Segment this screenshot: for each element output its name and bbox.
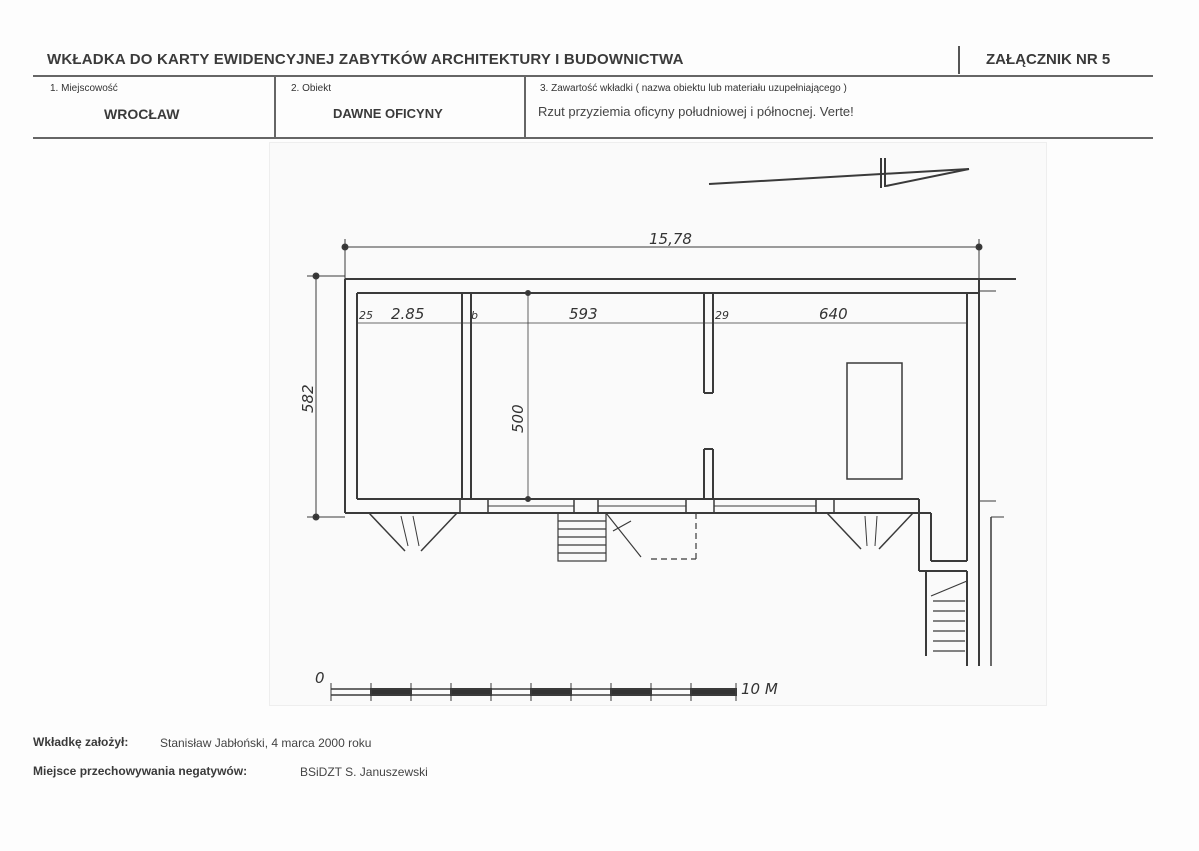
negatives-label: Miejsce przechowywania negatywów: <box>33 764 248 778</box>
front-steps-icon <box>558 513 696 561</box>
total-width-label: 15,78 <box>649 230 692 248</box>
header-row <box>33 46 1153 76</box>
table-top-line <box>33 75 1153 77</box>
object-value: DAWNE OFICYNY <box>333 106 443 121</box>
locality-label: 1. Miejscowość <box>50 83 118 94</box>
staircase-icon <box>931 581 967 651</box>
table-bottom-line <box>33 137 1153 139</box>
sheet-title: WKŁADKA DO KARTY EWIDENCYJNEJ ZABYTKÓW ARCHITEKTURY I BUDOWNICTWA <box>47 51 684 68</box>
scale-start-label: 0 <box>315 669 325 687</box>
founder-label: Wkładkę założył: <box>33 735 129 749</box>
wall-1-label: 25 <box>359 309 373 322</box>
floor-plan-svg <box>270 143 1046 705</box>
door-right-icon <box>827 513 913 549</box>
founder-value: Stanisław Jabłoński, 4 marca 2000 roku <box>160 736 372 750</box>
locality-value: WROCŁAW <box>104 106 180 122</box>
wall-2-label: b <box>471 309 478 322</box>
negatives-value: BSiDZT S. Januszewski <box>300 765 428 779</box>
north-arrow-icon <box>709 158 969 188</box>
room-2-width-label: 593 <box>569 305 598 323</box>
content-label: 3. Zawartość wkładki ( nazwa obiektu lub materiału uzupełniającego ) <box>540 83 847 94</box>
floor-plan-drawing <box>269 142 1047 706</box>
door-left-icon <box>369 513 457 551</box>
scale-end-label: 10 M <box>741 680 778 698</box>
content-value: Rzut przyziemia oficyny południowej i północnej. Verte! <box>538 104 854 119</box>
attachment-number: ZAŁĄCZNIK NR 5 <box>986 51 1111 68</box>
scale-bar <box>331 683 736 701</box>
height-left-label: 582 <box>299 384 317 413</box>
object-label: 2. Obiekt <box>291 83 332 94</box>
header-divider <box>958 46 960 74</box>
room-height-label: 500 <box>509 404 527 433</box>
column-divider-1 <box>274 76 276 138</box>
wall-3-label: 29 <box>715 309 729 322</box>
room-3-width-label: 640 <box>819 305 848 323</box>
room-1-width-label: 2.85 <box>391 305 425 323</box>
column-divider-2 <box>524 76 526 138</box>
